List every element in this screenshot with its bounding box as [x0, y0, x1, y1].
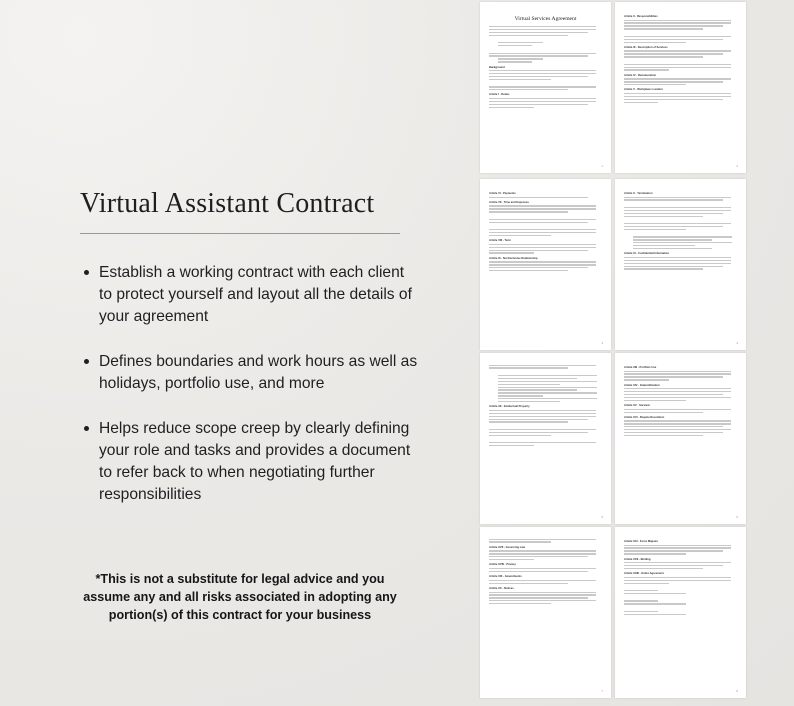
text-line-placeholder	[489, 568, 596, 569]
section-heading: Article VIII - Term	[489, 239, 511, 243]
text-line-placeholder	[624, 229, 686, 230]
text-line-placeholder	[624, 102, 658, 103]
section-heading: Article IV - Remuneration	[624, 73, 657, 77]
text-line-placeholder	[624, 84, 686, 85]
text-line-placeholder	[489, 89, 568, 90]
text-line-placeholder	[489, 264, 596, 265]
text-line-placeholder	[489, 600, 596, 601]
text-line-placeholder	[624, 69, 669, 70]
section-heading: Article I - Duties	[489, 93, 510, 97]
text-line-placeholder	[489, 107, 534, 108]
paragraph-gap	[489, 82, 602, 85]
text-line-placeholder	[624, 545, 731, 546]
text-line-placeholder	[624, 423, 731, 424]
text-line-placeholder	[489, 35, 568, 36]
text-line-placeholder	[489, 98, 596, 99]
section-heading: Article XI - Confidential Information	[624, 252, 670, 256]
contract-page-5	[480, 353, 611, 524]
text-line-placeholder	[624, 397, 731, 398]
paragraph-gap	[489, 38, 602, 41]
text-line-placeholder	[489, 73, 596, 74]
text-line-placeholder	[624, 371, 731, 372]
text-line-placeholder	[624, 22, 731, 23]
section-heading: Article XIX - Amendments	[489, 575, 522, 579]
text-line-placeholder	[498, 375, 597, 376]
text-line-placeholder	[624, 213, 723, 214]
section-heading: Article V - Workplace Location	[624, 88, 663, 92]
text-line-placeholder	[489, 208, 596, 209]
text-line-placeholder	[624, 266, 723, 267]
page-title: Virtual Assistant Contract	[80, 188, 375, 219]
section-heading: Article III - Description of Services	[624, 45, 668, 49]
text-line-placeholder	[489, 365, 596, 366]
text-line-placeholder	[498, 389, 577, 390]
contract-page-1	[480, 2, 611, 173]
text-line-placeholder	[489, 76, 588, 77]
page-number: 5	[601, 515, 603, 519]
page-number: 7	[601, 689, 603, 693]
text-line-placeholder	[624, 432, 723, 433]
page-number: 3	[601, 341, 603, 345]
text-line-placeholder	[489, 603, 551, 604]
text-line-placeholder	[498, 381, 597, 382]
text-line-placeholder	[624, 553, 686, 554]
text-line-placeholder	[489, 445, 534, 446]
text-line-placeholder	[624, 53, 723, 54]
text-line-placeholder	[498, 401, 560, 402]
text-line-placeholder	[624, 590, 658, 591]
text-line-placeholder	[624, 199, 723, 200]
text-line-placeholder	[489, 594, 596, 595]
text-line-placeholder	[624, 420, 731, 421]
text-line-placeholder	[489, 435, 551, 436]
paragraph-gap	[489, 438, 602, 441]
text-line-placeholder	[489, 32, 588, 33]
text-line-placeholder	[489, 550, 596, 551]
text-line-placeholder	[489, 235, 551, 236]
text-line-placeholder	[624, 78, 731, 79]
text-line-placeholder	[489, 244, 596, 245]
text-line-placeholder	[624, 388, 731, 389]
text-line-placeholder	[489, 556, 588, 557]
paragraph-gap	[624, 606, 737, 609]
text-line-placeholder	[498, 45, 532, 46]
text-line-placeholder	[489, 26, 596, 27]
paragraph-gap	[624, 31, 737, 34]
paragraph-gap	[624, 202, 737, 205]
text-line-placeholder	[624, 207, 731, 208]
text-line-placeholder	[624, 391, 731, 392]
text-line-placeholder	[489, 250, 588, 251]
text-line-placeholder	[489, 197, 588, 198]
text-line-placeholder	[489, 229, 596, 230]
section-heading: Article XIII - Portfolio Use	[624, 366, 657, 369]
text-line-placeholder	[489, 53, 596, 54]
text-line-placeholder	[624, 96, 731, 97]
agreement-title: Virtual Services Agreement	[514, 16, 577, 22]
text-line-placeholder	[624, 36, 731, 37]
feature-item: Defines boundaries and work hours as well as holidays, portfolio use, and more	[80, 351, 420, 395]
feature-item: Establish a working contract with each client to protect yourself and layout all the details of your agreement	[80, 262, 420, 328]
text-line-placeholder	[624, 409, 731, 410]
feature-list	[80, 262, 420, 529]
text-line-placeholder	[624, 25, 723, 26]
text-line-placeholder	[489, 267, 588, 268]
text-line-placeholder	[489, 232, 596, 233]
text-line-placeholder	[489, 367, 568, 368]
text-line-placeholder	[624, 226, 723, 227]
text-line-placeholder	[624, 580, 731, 581]
contract-page-8	[615, 527, 746, 698]
section-heading: Article II - Responsibilities	[624, 15, 658, 18]
text-line-placeholder	[624, 562, 731, 563]
contract-page-previews	[478, 0, 748, 706]
text-line-placeholder	[489, 419, 588, 420]
text-line-placeholder	[624, 216, 703, 217]
text-line-placeholder	[633, 245, 695, 246]
feature-item: Helps reduce scope creep by clearly defining your role and tasks and provides a document to refer back to when negotiating further responsibilities	[80, 418, 420, 506]
contract-page-3	[480, 179, 611, 350]
text-line-placeholder	[489, 219, 596, 220]
text-line-placeholder	[489, 416, 596, 417]
text-line-placeholder	[498, 61, 532, 62]
text-line-placeholder	[624, 583, 669, 584]
text-line-placeholder	[498, 42, 543, 43]
text-line-placeholder	[489, 86, 596, 87]
section-heading: Article XXIII - Entire Agreement	[624, 572, 664, 576]
paragraph-gap	[624, 59, 737, 62]
title-divider	[80, 233, 400, 234]
text-line-placeholder	[624, 268, 703, 269]
text-line-placeholder	[489, 413, 596, 414]
text-line-placeholder	[498, 395, 543, 396]
text-line-placeholder	[633, 236, 732, 237]
text-line-placeholder	[624, 376, 723, 377]
text-line-placeholder	[633, 239, 712, 240]
section-heading: Article VI - Payments	[489, 192, 516, 195]
section-heading: Article XVII - Governing Law	[489, 545, 525, 549]
paragraph-gap	[624, 586, 737, 589]
text-line-placeholder	[624, 263, 731, 264]
text-line-placeholder	[624, 435, 703, 436]
contract-page-6	[615, 353, 746, 524]
text-line-placeholder	[489, 261, 596, 262]
text-line-placeholder	[624, 56, 703, 57]
section-heading: Article IX - Not Exclusive Relationship	[489, 256, 538, 260]
text-line-placeholder	[489, 410, 596, 411]
section-heading: Article XII - Intellectual Property	[489, 405, 530, 409]
page-number: 6	[736, 515, 738, 519]
text-line-placeholder	[489, 252, 534, 253]
text-line-placeholder	[489, 79, 551, 80]
section-heading: Article X - Termination	[624, 192, 653, 195]
text-line-placeholder	[489, 70, 596, 71]
text-line-placeholder	[489, 205, 596, 206]
text-line-placeholder	[489, 592, 596, 593]
text-line-placeholder	[489, 442, 596, 443]
text-line-placeholder	[489, 541, 551, 542]
text-line-placeholder	[624, 565, 723, 566]
text-line-placeholder	[624, 39, 723, 40]
text-line-placeholder	[624, 20, 731, 21]
text-line-placeholder	[624, 223, 731, 224]
text-line-placeholder	[489, 211, 568, 212]
paragraph-gap	[489, 424, 602, 427]
text-line-placeholder	[624, 600, 658, 601]
text-line-placeholder	[489, 270, 568, 271]
text-line-placeholder	[624, 373, 731, 374]
paragraph-gap	[489, 370, 602, 373]
page-number: 1	[601, 164, 603, 168]
text-line-placeholder	[489, 583, 568, 584]
section-heading: Article XVI - Dispute Resolution	[624, 415, 665, 419]
text-line-placeholder	[489, 101, 596, 102]
text-line-placeholder	[624, 400, 686, 401]
text-line-placeholder	[633, 248, 712, 249]
text-line-placeholder	[489, 421, 568, 422]
text-line-placeholder	[624, 412, 703, 413]
text-line-placeholder	[498, 387, 597, 388]
paragraph-gap	[624, 219, 737, 222]
text-line-placeholder	[498, 384, 560, 385]
text-line-placeholder	[489, 432, 588, 433]
text-line-placeholder	[498, 58, 543, 59]
text-line-placeholder	[624, 550, 723, 551]
section-heading: Background	[489, 65, 505, 69]
text-line-placeholder	[624, 50, 731, 51]
text-line-placeholder	[624, 547, 731, 548]
text-line-placeholder	[624, 93, 731, 94]
text-line-placeholder	[624, 81, 723, 82]
text-line-placeholder	[624, 593, 686, 594]
text-line-placeholder	[624, 429, 731, 430]
section-heading: Article XIV - Indemnification	[624, 383, 660, 387]
paragraph-gap	[624, 596, 737, 599]
text-line-placeholder	[624, 99, 723, 100]
text-line-placeholder	[624, 197, 731, 198]
text-line-placeholder	[498, 398, 597, 399]
section-heading: Article XXII - Binding	[624, 557, 651, 561]
text-line-placeholder	[624, 577, 731, 578]
text-line-placeholder	[498, 378, 577, 379]
text-line-placeholder	[489, 29, 596, 30]
text-line-placeholder	[624, 614, 686, 615]
text-line-placeholder	[624, 257, 731, 258]
text-line-placeholder	[624, 28, 703, 29]
text-line-placeholder	[489, 104, 588, 105]
paragraph-gap	[489, 48, 602, 51]
page-number: 2	[736, 164, 738, 168]
text-line-placeholder	[633, 242, 732, 243]
paragraph-gap	[489, 225, 602, 228]
text-line-placeholder	[489, 55, 588, 56]
legal-disclaimer: *This is not a substitute for legal advice and you assume any and all risks associated in adopting any portion(s) of this contract for your business	[83, 572, 397, 622]
text-line-placeholder	[624, 260, 731, 261]
text-line-placeholder	[624, 64, 731, 65]
text-line-placeholder	[624, 568, 703, 569]
text-line-placeholder	[489, 222, 588, 223]
text-line-placeholder	[624, 394, 723, 395]
section-heading: Article XXI - Force Majeure	[624, 540, 659, 543]
text-line-placeholder	[498, 392, 597, 393]
text-line-placeholder	[489, 539, 596, 540]
text-line-placeholder	[489, 247, 596, 248]
text-line-placeholder	[624, 210, 731, 211]
paragraph-gap	[624, 232, 737, 235]
page-number: 8	[736, 689, 738, 693]
text-line-placeholder	[489, 597, 588, 598]
text-line-placeholder	[624, 42, 686, 43]
section-heading: Article XX - Notices	[489, 586, 514, 590]
text-line-placeholder	[624, 426, 723, 427]
contract-page-4	[615, 179, 746, 350]
text-line-placeholder	[624, 611, 658, 612]
section-heading: Article XVIII - Privacy	[489, 563, 516, 567]
text-line-placeholder	[489, 559, 534, 560]
text-line-placeholder	[624, 379, 669, 380]
text-line-placeholder	[489, 553, 596, 554]
contract-page-2	[615, 2, 746, 173]
text-line-placeholder	[489, 580, 596, 581]
section-heading: Article VII - Time and Expenses	[489, 200, 529, 204]
text-line-placeholder	[624, 603, 686, 604]
paragraph-gap	[489, 214, 602, 217]
text-line-placeholder	[489, 571, 588, 572]
text-line-placeholder	[489, 429, 596, 430]
contract-page-7	[480, 527, 611, 698]
text-line-placeholder	[624, 67, 731, 68]
page-number: 4	[736, 341, 738, 345]
section-heading: Article XV - Survival	[624, 404, 650, 408]
